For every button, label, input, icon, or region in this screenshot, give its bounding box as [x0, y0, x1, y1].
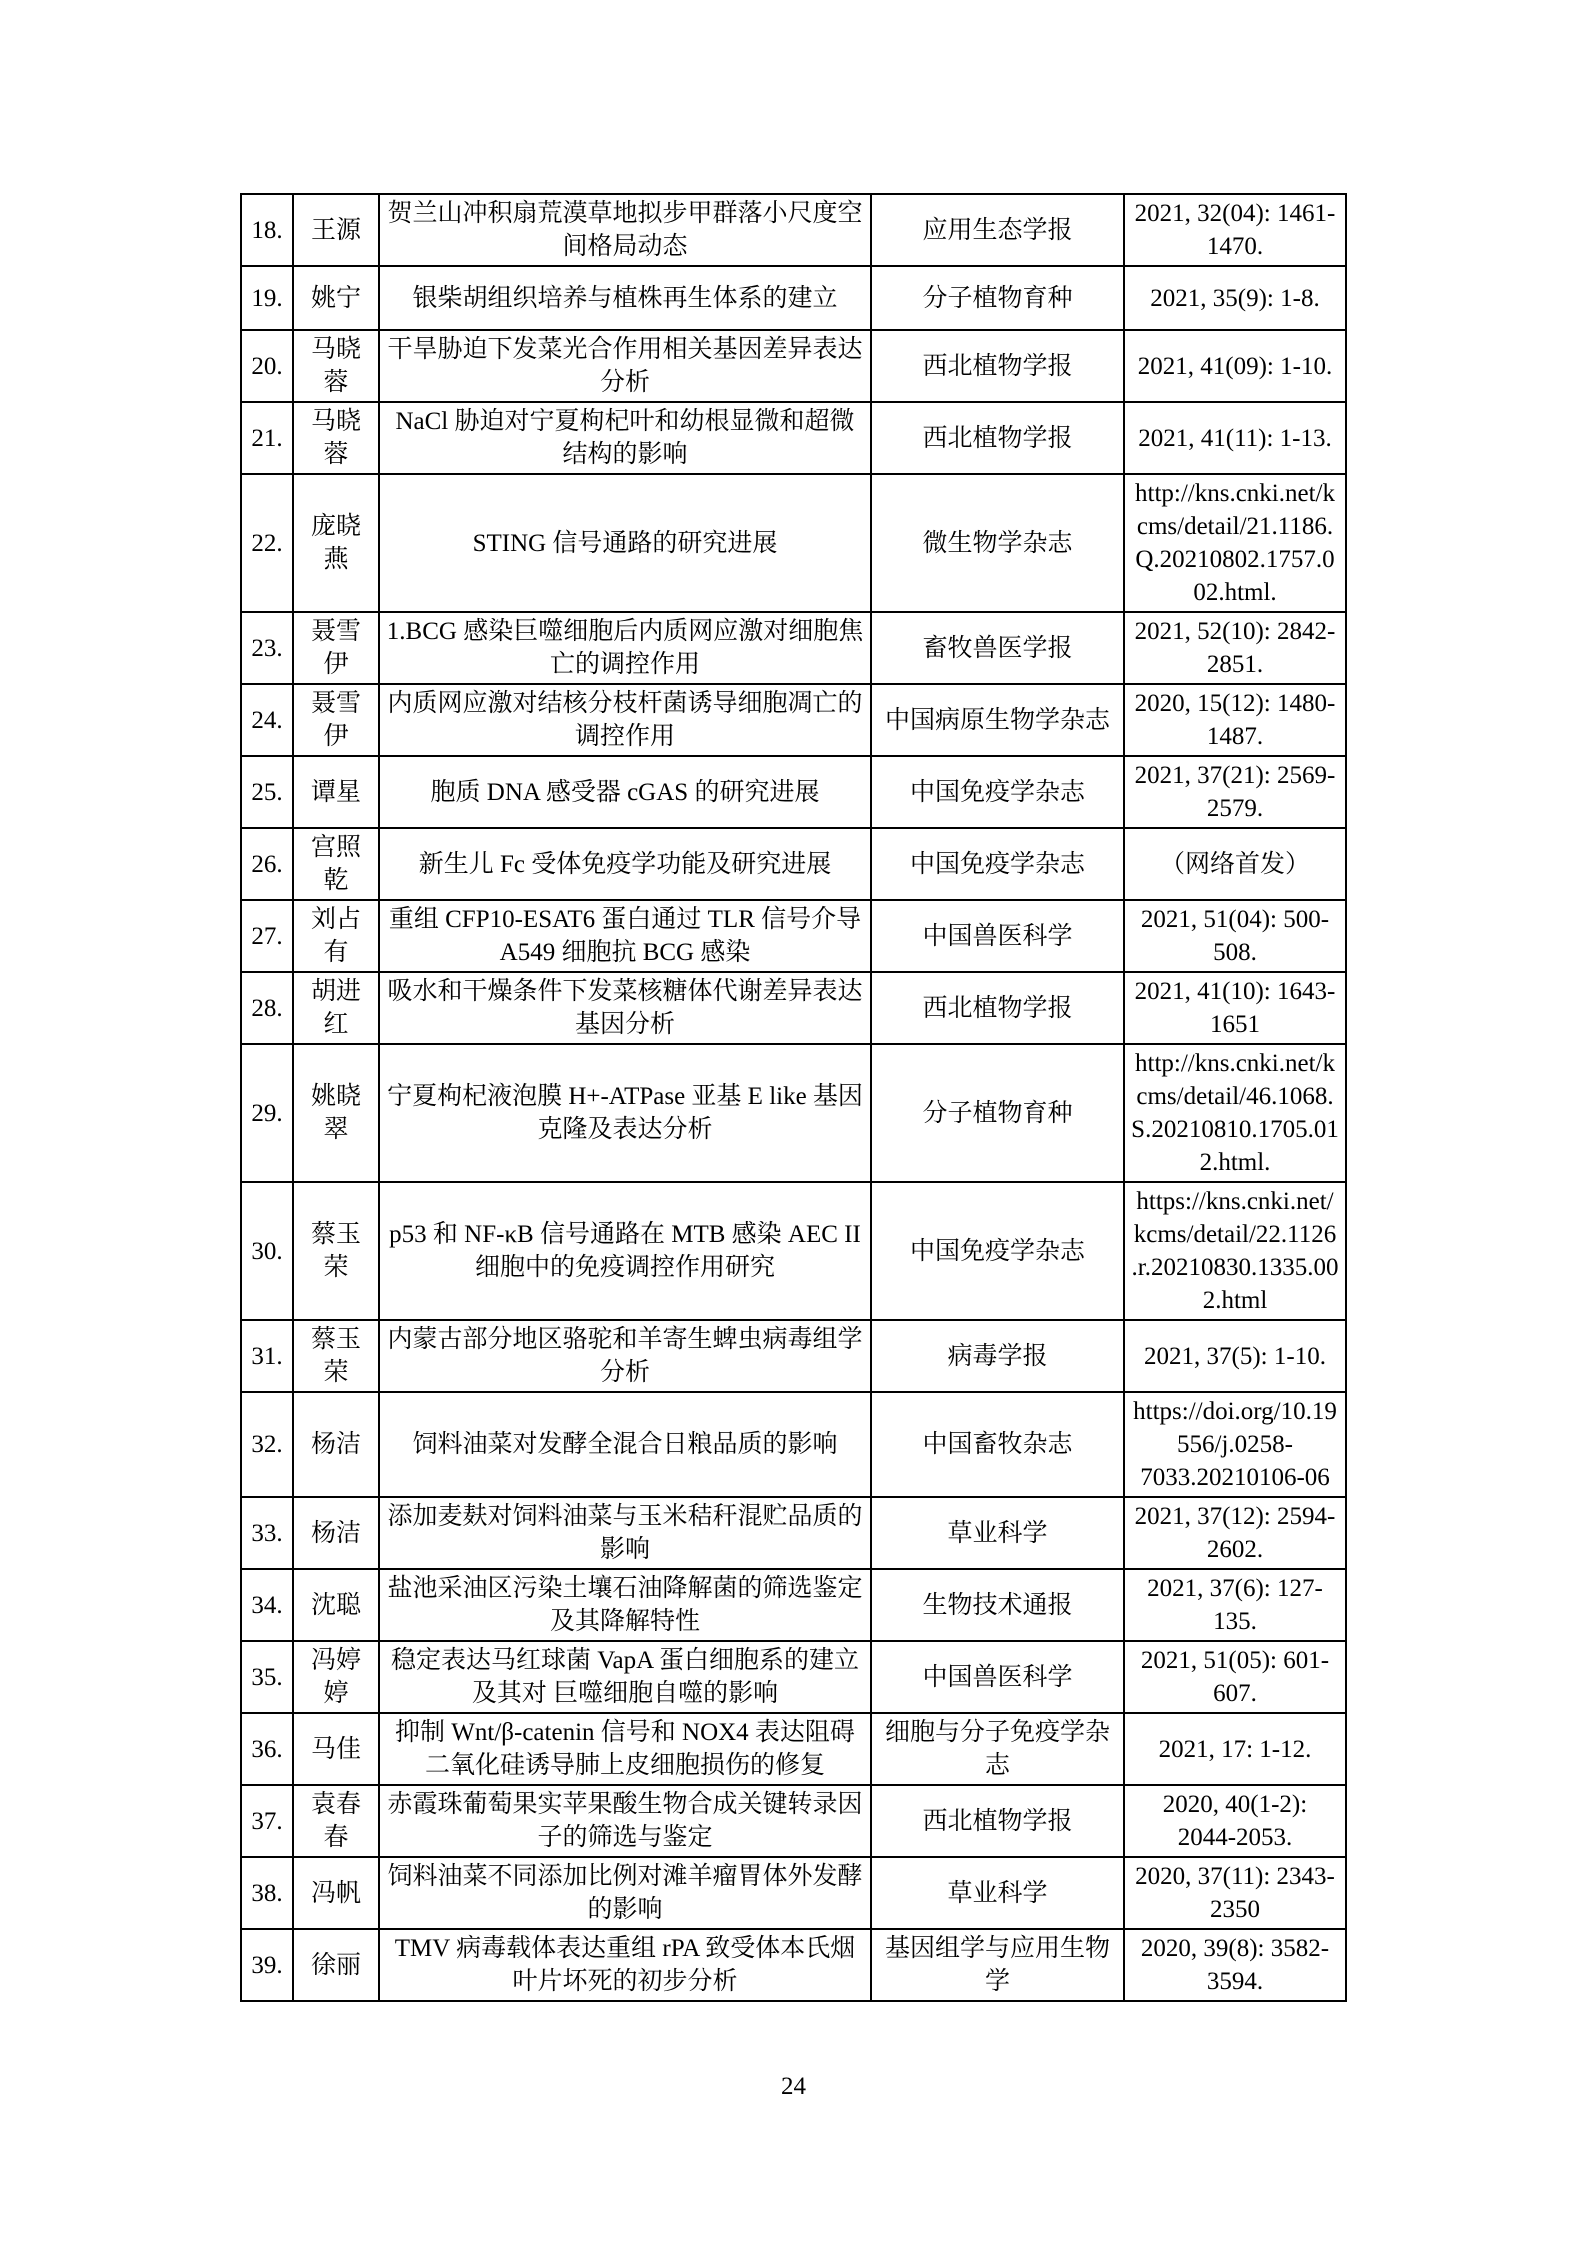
title-cell: 盐池采油区污染土壤石油降解菌的筛选鉴定及其降解特性 — [379, 1569, 871, 1641]
row-number-cell: 32. — [241, 1392, 293, 1497]
title-cell: p53 和 NF-κB 信号通路在 MTB 感染 AEC II细胞中的免疫调控作用研究 — [379, 1182, 871, 1320]
journal-cell: 西北植物学报 — [871, 1785, 1124, 1857]
table-row — [241, 1044, 1346, 1182]
author-cell: 聂雪伊 — [293, 684, 379, 756]
journal-cell: 草业科学 — [871, 1497, 1124, 1569]
journal-cell: 基因组学与应用生物学 — [871, 1929, 1124, 2001]
journal-cell: 中国免疫学杂志 — [871, 828, 1124, 900]
journal-cell: 畜牧兽医学报 — [871, 612, 1124, 684]
table-row — [241, 684, 1346, 756]
citation-cell: 2021, 37(12): 2594-2602. — [1124, 1497, 1346, 1569]
row-number-cell: 37. — [241, 1785, 293, 1857]
title-cell: 重组 CFP10-ESAT6 蛋白通过 TLR 信号介导 A549 细胞抗 BCG 感染 — [379, 900, 871, 972]
title-cell: 新生儿 Fc 受体免疫学功能及研究进展 — [379, 828, 871, 900]
publications-table — [240, 193, 1347, 2002]
author-cell: 马晓蓉 — [293, 402, 379, 474]
row-number-cell: 24. — [241, 684, 293, 756]
citation-cell: 2021, 51(05): 601- 607. — [1124, 1641, 1346, 1713]
citation-cell: https://doi.org/10.19556/j.0258-7033.20210106-06 — [1124, 1392, 1346, 1497]
author-cell: 马晓蓉 — [293, 330, 379, 402]
title-cell: 1.BCG 感染巨噬细胞后内质网应激对细胞焦亡的调控作用 — [379, 612, 871, 684]
citation-cell: 2020, 39(8): 3582-3594. — [1124, 1929, 1346, 2001]
journal-cell: 中国病原生物学杂志 — [871, 684, 1124, 756]
citation-cell: 2020, 40(1-2): 2044-2053. — [1124, 1785, 1346, 1857]
citation-cell: http://kns.cnki.net/kcms/detail/21.1186.Q.20210802.1757.002.html. — [1124, 474, 1346, 612]
citation-cell: 2021, 41(11): 1-13. — [1124, 402, 1346, 474]
author-cell: 庞晓燕 — [293, 474, 379, 612]
author-cell: 宫照乾 — [293, 828, 379, 900]
row-number-cell: 35. — [241, 1641, 293, 1713]
journal-cell: 病毒学报 — [871, 1320, 1124, 1392]
row-number-cell: 21. — [241, 402, 293, 474]
author-cell: 刘占有 — [293, 900, 379, 972]
author-cell: 蔡玉荣 — [293, 1320, 379, 1392]
citation-cell: 2021, 41(09): 1-10. — [1124, 330, 1346, 402]
citation-cell: 2021, 51(04): 500-508. — [1124, 900, 1346, 972]
table-row — [241, 1785, 1346, 1857]
citation-cell: 2021, 35(9): 1-8. — [1124, 266, 1346, 330]
table-row — [241, 900, 1346, 972]
journal-cell: 分子植物育种 — [871, 1044, 1124, 1182]
table-row — [241, 1569, 1346, 1641]
title-cell: 稳定表达马红球菌 VapA 蛋白细胞系的建立及其对 巨噬细胞自噬的影响 — [379, 1641, 871, 1713]
title-cell: 添加麦麸对饲料油菜与玉米秸秆混贮品质的影响 — [379, 1497, 871, 1569]
table-row — [241, 1392, 1346, 1497]
row-number-cell: 23. — [241, 612, 293, 684]
title-cell: 饲料油菜不同添加比例对滩羊瘤胃体外发酵的影响 — [379, 1857, 871, 1929]
journal-cell: 中国免疫学杂志 — [871, 1182, 1124, 1320]
table-row — [241, 330, 1346, 402]
author-cell: 徐丽 — [293, 1929, 379, 2001]
journal-cell: 西北植物学报 — [871, 972, 1124, 1044]
journal-cell: 西北植物学报 — [871, 402, 1124, 474]
table-row — [241, 1182, 1346, 1320]
citation-cell: （网络首发） — [1124, 828, 1346, 900]
table-row — [241, 1320, 1346, 1392]
journal-cell: 中国兽医科学 — [871, 900, 1124, 972]
journal-cell: 应用生态学报 — [871, 194, 1124, 266]
title-cell: 吸水和干燥条件下发菜核糖体代谢差异表达基因分析 — [379, 972, 871, 1044]
title-cell: 胞质 DNA 感受器 cGAS 的研究进展 — [379, 756, 871, 828]
citation-cell: 2021, 37(21): 2569-2579. — [1124, 756, 1346, 828]
title-cell: 饲料油菜对发酵全混合日粮品质的影响 — [379, 1392, 871, 1497]
row-number-cell: 22. — [241, 474, 293, 612]
title-cell: 赤霞珠葡萄果实苹果酸生物合成关键转录因子的筛选与鉴定 — [379, 1785, 871, 1857]
author-cell: 杨洁 — [293, 1392, 379, 1497]
row-number-cell: 38. — [241, 1857, 293, 1929]
title-cell: 内质网应激对结核分枝杆菌诱导细胞凋亡的调控作用 — [379, 684, 871, 756]
table-row — [241, 612, 1346, 684]
row-number-cell: 29. — [241, 1044, 293, 1182]
journal-cell: 草业科学 — [871, 1857, 1124, 1929]
author-cell: 姚宁 — [293, 266, 379, 330]
row-number-cell: 31. — [241, 1320, 293, 1392]
table-row — [241, 972, 1346, 1044]
author-cell: 杨洁 — [293, 1497, 379, 1569]
title-cell: 内蒙古部分地区骆驼和羊寄生蜱虫病毒组学分析 — [379, 1320, 871, 1392]
citation-cell: 2021, 52(10): 2842-2851. — [1124, 612, 1346, 684]
author-cell: 袁春春 — [293, 1785, 379, 1857]
journal-cell: 中国畜牧杂志 — [871, 1392, 1124, 1497]
journal-cell: 微生物学杂志 — [871, 474, 1124, 612]
row-number-cell: 19. — [241, 266, 293, 330]
author-cell: 胡进红 — [293, 972, 379, 1044]
journal-cell: 细胞与分子免疫学杂志 — [871, 1713, 1124, 1785]
citation-cell: https://kns.cnki.net/kcms/detail/22.1126.r.20210830.1335.002.html — [1124, 1182, 1346, 1320]
title-cell: 干旱胁迫下发菜光合作用相关基因差异表达分析 — [379, 330, 871, 402]
journal-cell: 西北植物学报 — [871, 330, 1124, 402]
row-number-cell: 25. — [241, 756, 293, 828]
author-cell: 冯帆 — [293, 1857, 379, 1929]
author-cell: 聂雪伊 — [293, 612, 379, 684]
author-cell: 冯婷婷 — [293, 1641, 379, 1713]
row-number-cell: 20. — [241, 330, 293, 402]
table-row — [241, 828, 1346, 900]
citation-cell: 2021, 37(5): 1-10. — [1124, 1320, 1346, 1392]
title-cell: 抑制 Wnt/β-catenin 信号和 NOX4 表达阻碍二氧化硅诱导肺上皮细胞损伤的修复 — [379, 1713, 871, 1785]
table-row — [241, 402, 1346, 474]
page-number: 24 — [781, 2073, 806, 2100]
citation-cell: 2021, 37(6): 127-135. — [1124, 1569, 1346, 1641]
table-row — [241, 1929, 1346, 2001]
title-cell: STING 信号通路的研究进展 — [379, 474, 871, 612]
publications-table-body — [241, 194, 1346, 2001]
author-cell: 马佳 — [293, 1713, 379, 1785]
author-cell: 谭星 — [293, 756, 379, 828]
title-cell: TMV 病毒载体表达重组 rPA 致受体本氏烟叶片坏死的初步分析 — [379, 1929, 871, 2001]
author-cell: 姚晓翠 — [293, 1044, 379, 1182]
citation-cell: http://kns.cnki.net/kcms/detail/46.1068.S.20210810.1705.012.html. — [1124, 1044, 1346, 1182]
table-row — [241, 1857, 1346, 1929]
row-number-cell: 34. — [241, 1569, 293, 1641]
row-number-cell: 18. — [241, 194, 293, 266]
row-number-cell: 39. — [241, 1929, 293, 2001]
journal-cell: 中国兽医科学 — [871, 1641, 1124, 1713]
table-row — [241, 194, 1346, 266]
row-number-cell: 26. — [241, 828, 293, 900]
row-number-cell: 36. — [241, 1713, 293, 1785]
journal-cell: 分子植物育种 — [871, 266, 1124, 330]
title-cell: NaCl 胁迫对宁夏枸杞叶和幼根显微和超微结构的影响 — [379, 402, 871, 474]
table-row — [241, 756, 1346, 828]
citation-cell: 2021, 32(04): 1461-1470. — [1124, 194, 1346, 266]
table-row — [241, 1713, 1346, 1785]
row-number-cell: 30. — [241, 1182, 293, 1320]
table-row — [241, 1641, 1346, 1713]
title-cell: 贺兰山冲积扇荒漠草地拟步甲群落小尺度空间格局动态 — [379, 194, 871, 266]
title-cell: 银柴胡组织培养与植株再生体系的建立 — [379, 266, 871, 330]
author-cell: 沈聪 — [293, 1569, 379, 1641]
author-cell: 王源 — [293, 194, 379, 266]
citation-cell: 2021, 41(10): 1643-1651 — [1124, 972, 1346, 1044]
row-number-cell: 27. — [241, 900, 293, 972]
citation-cell: 2021, 17: 1-12. — [1124, 1713, 1346, 1785]
title-cell: 宁夏枸杞液泡膜 H+-ATPase 亚基 E like 基因克隆及表达分析 — [379, 1044, 871, 1182]
table-row — [241, 266, 1346, 330]
row-number-cell: 28. — [241, 972, 293, 1044]
author-cell: 蔡玉荣 — [293, 1182, 379, 1320]
row-number-cell: 33. — [241, 1497, 293, 1569]
journal-cell: 中国免疫学杂志 — [871, 756, 1124, 828]
citation-cell: 2020, 15(12): 1480-1487. — [1124, 684, 1346, 756]
table-row — [241, 1497, 1346, 1569]
table-row — [241, 474, 1346, 612]
journal-cell: 生物技术通报 — [871, 1569, 1124, 1641]
citation-cell: 2020, 37(11): 2343-2350 — [1124, 1857, 1346, 1929]
